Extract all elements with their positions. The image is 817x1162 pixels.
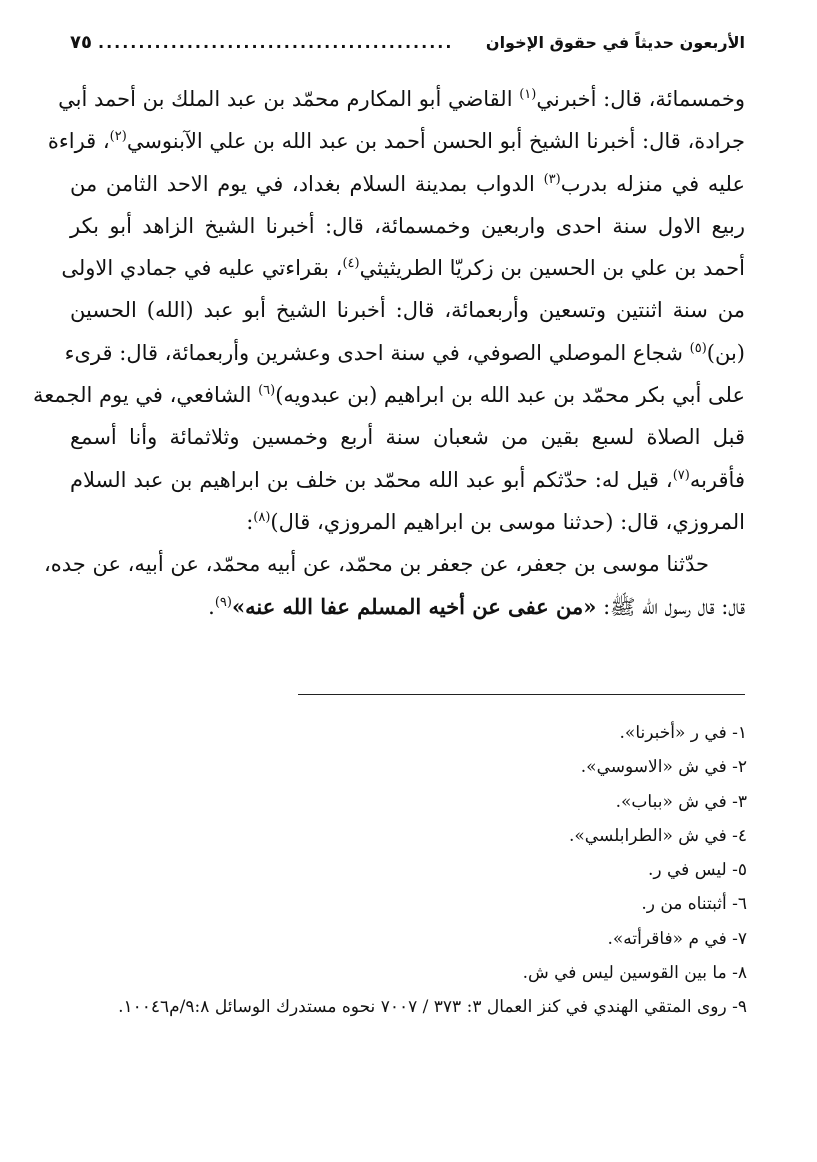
hadith-quote: «من عفى عن أخيه المسلم عفا الله عنه» xyxy=(231,593,597,619)
footnote-separator xyxy=(298,694,745,695)
text-line: عليه في منزله بدرب$^{(٣)}$ الدواب بمدينة السلام بغداد، في يوم الاحد الثامن من xyxy=(70,171,745,196)
footnote-item: ٤- في ش «الطرابلسي». xyxy=(569,825,747,846)
footnote-item: ٥- ليس في ر. xyxy=(648,860,747,881)
text-line: أحمد بن علي بن الحسين بن زكريّا الطريثيثي$^{(٤)}$، بقراءتي عليه في جمادي الاولى xyxy=(61,256,745,281)
footnote-item: ٨- ما بين القوسين ليس في ش. xyxy=(522,963,747,984)
text-line: على أبي بكر محمّد بن عبد الله بن ابراهيم (بن عبدويه)$^{(٦)}$ الشافعي، في يوم الجمعة xyxy=(33,383,745,408)
text-line-hadith-chain: حدّثنا موسى بن جعفر، عن جعفر بن محمّد، عن أبيه محمّد، عن أبيه، عن جده، xyxy=(44,552,709,577)
text-line: من سنة اثنتين وتسعين وأربعمائة، قال: أخبرنا الشيخ أبو عبد (الله) الحسين xyxy=(70,298,745,323)
footnote-ref[interactable]: (٢) xyxy=(109,129,127,145)
page-number: ٧٥ xyxy=(70,32,92,53)
text-line: (بن)$^{(٥)}$ شجاع الموصلي الصوفي، في سنة احدى وعشرين وأربعمائة، قال: قرىء xyxy=(64,340,745,365)
running-header xyxy=(70,32,745,62)
footnote-item: ٩- روى المتقي الهندي في كنز العمال ٣: ٣٧٣ / ٧٠٠٧ نحوه مستدرك الوسائل ٩:٨/م١٠٠٤٦. xyxy=(118,997,747,1018)
footnote-item: ٧- في م «فاقرأته». xyxy=(607,928,747,949)
footnote-ref[interactable]: (٨) xyxy=(253,509,271,525)
footnote-ref[interactable]: (٦) xyxy=(258,383,276,399)
text-line: قبل الصلاة لسبع بقين من شعبان سنة أربع وخمسين وثلاثمائة وأنا أسمع xyxy=(70,425,745,450)
footnote-ref[interactable]: (٧) xyxy=(672,467,690,483)
text-line-hadith: قال: قال رسول الله ﷺ: «من عفى عن أخيه المسلم عفا الله عنه»$^{(٩)}$. xyxy=(208,593,745,619)
text-line: فأقربه$^{(٧)}$، قيل له: حدّثكم أبو عبد الله محمّد بن خلف بن ابراهيم بن عبد السلام xyxy=(70,467,745,492)
footnote-ref[interactable]: (١) xyxy=(519,87,537,102)
text-line: المروزي، قال: (حدثنا موسى بن ابراهيم المروزي، قال)$^{(٨)}$: xyxy=(246,509,745,534)
footnote-ref[interactable]: (٥) xyxy=(689,340,707,356)
header-leader-dots: ............................................ xyxy=(97,33,454,52)
main-text xyxy=(33,78,745,628)
footnotes xyxy=(70,716,747,1025)
header-title: الأربعون حديثاً في حقوق الإخوان xyxy=(485,33,745,52)
text-line: جرادة، قال: أخبرنا الشيخ أبو الحسن أحمد بن عبد الله بن علي الآبنوسي$^{(٢)}$، قراءة xyxy=(47,129,745,154)
footnote-item: ٢- في ش «الاسوسي». xyxy=(580,757,747,778)
text-line: ربيع الاول سنة احدى واربعين وخمسمائة، قال: أخبرنا الشيخ الزاهد أبو بكر xyxy=(70,213,745,238)
text-line: وخمسمائة، قال: أخبرني$^{(١)}$ القاضي أبو المكارم محمّد بن عبد الملك بن أحمد أبي xyxy=(58,87,745,111)
footnote-ref[interactable]: (٣) xyxy=(543,171,561,187)
footnote-item: ١- في ر «أخبرنا». xyxy=(619,723,747,743)
footnote-ref[interactable]: (٤) xyxy=(342,256,360,272)
footnote-item: ٦- أثبتناه من ر. xyxy=(641,894,747,915)
footnote-ref[interactable]: (٩) xyxy=(214,594,232,610)
footnote-item: ٣- في ش «بباب». xyxy=(615,791,747,812)
